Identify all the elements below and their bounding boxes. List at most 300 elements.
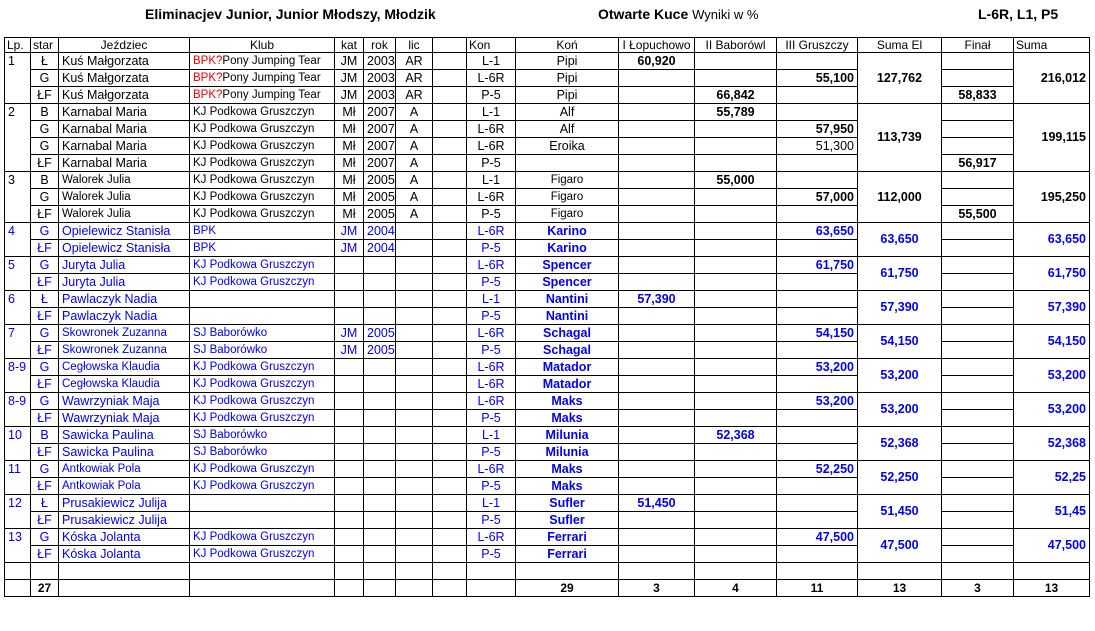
cell-lp (5, 206, 31, 223)
cell-kat: Mł (335, 189, 364, 206)
cell-final: 56,917 (942, 155, 1014, 172)
club-name: KJ Podkowa Gruszczyn (193, 258, 315, 271)
cell-round2 (695, 529, 777, 546)
cell-kat (335, 461, 364, 478)
cell-suma-el: 127,762 (858, 53, 942, 104)
cell-suma-el: 54,150 (858, 325, 942, 359)
cell-lic: A (396, 104, 433, 121)
cell-suma: 216,012 (1014, 53, 1090, 104)
cell-final (942, 308, 1014, 325)
cell-suma-el: 113,739 (858, 104, 942, 172)
cell-round1 (619, 274, 695, 291)
cell-empty (695, 563, 777, 580)
cell-lp (5, 376, 31, 393)
cell-empty (59, 580, 190, 597)
cell-round2 (695, 393, 777, 410)
club-name: KJ Podkowa Gruszczyn (193, 530, 315, 543)
cell-club (190, 410, 335, 427)
cell-lp: 12 (5, 495, 31, 512)
cell-rok: 2005 (364, 206, 396, 223)
table-row (5, 359, 1090, 376)
cell-horse: Schagal (516, 342, 619, 359)
cell-lp: 6 (5, 291, 31, 308)
cell-horse: Maks (516, 410, 619, 427)
column-header: Suma (1014, 38, 1090, 53)
cell-final (942, 546, 1014, 563)
cell-empty (433, 529, 467, 546)
cell-horse: Alf (516, 104, 619, 121)
cell-rider: Karnabal Maria (59, 104, 190, 121)
cell-final (942, 478, 1014, 495)
cell-star: ŁF (31, 546, 59, 563)
cell-suma: 47,500 (1014, 529, 1090, 563)
cell-round2 (695, 291, 777, 308)
cell-club (190, 240, 335, 257)
cell-suma: 63,650 (1014, 223, 1090, 257)
cell-horse: Ferrari (516, 546, 619, 563)
club-name: SJ Baborówko (193, 343, 268, 356)
cell-empty (433, 104, 467, 121)
cell-round1: 60,920 (619, 53, 695, 70)
cell-horse: Ferrari (516, 529, 619, 546)
cell-round2 (695, 257, 777, 274)
cell-round3 (777, 376, 858, 393)
cell-rok: 2007 (364, 121, 396, 138)
cell-kat: JM (335, 342, 364, 359)
column-header: Lp. (5, 38, 31, 53)
cell-rider: Juryta Julia (59, 274, 190, 291)
club-name: SJ Baborówko (193, 326, 268, 339)
cell-horse: Nantini (516, 308, 619, 325)
cell-lic: A (396, 206, 433, 223)
cell-empty (467, 580, 516, 597)
cell-rok (364, 257, 396, 274)
club-name: Pony Jumping Tear (222, 71, 321, 84)
table-row (5, 325, 1090, 342)
cell-lic (396, 546, 433, 563)
cell-horse: Maks (516, 393, 619, 410)
cell-round1 (619, 478, 695, 495)
cell-horse: Spencer (516, 257, 619, 274)
subtitle-normal: Wyniki w % (692, 7, 759, 22)
club-name: KJ Podkowa Gruszczyn (193, 547, 315, 560)
cell-club (190, 104, 335, 121)
cell-kon: L-6R (467, 461, 516, 478)
cell-club (190, 342, 335, 359)
cell-lp (5, 410, 31, 427)
column-header: star (31, 38, 59, 53)
cell-empty (433, 240, 467, 257)
cell-kon: L-1 (467, 53, 516, 70)
cell-round1 (619, 121, 695, 138)
cell-empty (433, 342, 467, 359)
cell-lic (396, 342, 433, 359)
cell-lic (396, 512, 433, 529)
cell-horse: Sufler (516, 495, 619, 512)
cell-horse: Milunia (516, 444, 619, 461)
cell-final: 58,833 (942, 87, 1014, 104)
cell-round3: 57,950 (777, 121, 858, 138)
cell-rok (364, 359, 396, 376)
club-name: KJ Podkowa Gruszczyn (193, 190, 315, 203)
cell-round2 (695, 444, 777, 461)
cell-final (942, 427, 1014, 444)
cell-lic: A (396, 172, 433, 189)
cell-kon: L-6R (467, 189, 516, 206)
cell-empty (5, 580, 31, 597)
cell-round2: 55,000 (695, 172, 777, 189)
club-name: KJ Podkowa Gruszczyn (193, 462, 315, 475)
cell-final (942, 529, 1014, 546)
cell-club (190, 359, 335, 376)
cell-kon: L-1 (467, 172, 516, 189)
cell-rok (364, 376, 396, 393)
cell-kat (335, 257, 364, 274)
cell-suma: 54,150 (1014, 325, 1090, 359)
cell-horse: Pipi (516, 70, 619, 87)
cell-rok (364, 512, 396, 529)
cell-final (942, 70, 1014, 87)
cell-round1 (619, 172, 695, 189)
cell-star: ŁF (31, 478, 59, 495)
cell-horse: Pipi (516, 87, 619, 104)
club-name: KJ Podkowa Gruszczyn (193, 122, 315, 135)
cell-lp: 7 (5, 325, 31, 342)
cell-lic: A (396, 189, 433, 206)
cell-rok (364, 291, 396, 308)
cell-club (190, 291, 335, 308)
cell-rider: Kuś Małgorzata (59, 70, 190, 87)
column-header: Finał (942, 38, 1014, 53)
cell-suma-el: 61,750 (858, 257, 942, 291)
cell-lic (396, 325, 433, 342)
cell-horse: Matador (516, 359, 619, 376)
header-row (5, 38, 1090, 53)
cell-rider: Kuś Małgorzata (59, 87, 190, 104)
cell-suma: 195,250 (1014, 172, 1090, 223)
club-name: KJ Podkowa Gruszczyn (193, 360, 315, 373)
cell-rok: 2005 (364, 189, 396, 206)
cell-rok: 2004 (364, 240, 396, 257)
cell-round1 (619, 427, 695, 444)
cell-kon: P-5 (467, 478, 516, 495)
cell-suma-el: 51,450 (858, 495, 942, 529)
table-row (5, 172, 1090, 189)
cell-star: ŁF (31, 206, 59, 223)
cell-empty (433, 427, 467, 444)
cell-lic (396, 308, 433, 325)
table-row (5, 427, 1090, 444)
club-name: KJ Podkowa Gruszczyn (193, 394, 315, 407)
club-name: KJ Podkowa Gruszczyn (193, 479, 315, 492)
cell-round1 (619, 308, 695, 325)
cell-club (190, 495, 335, 512)
cell-rider: Walorek Julia (59, 206, 190, 223)
column-header: kat (335, 38, 364, 53)
cell-lp (5, 342, 31, 359)
cell-final (942, 393, 1014, 410)
page-subtitle (598, 6, 758, 26)
cell-lp (5, 478, 31, 495)
cell-kat: Mł (335, 206, 364, 223)
cell-rider: Juryta Julia (59, 257, 190, 274)
cell-club (190, 478, 335, 495)
cell-kon: L-1 (467, 291, 516, 308)
classes-label: L-6R, L1, P5 (978, 6, 1059, 22)
cell-lp: 11 (5, 461, 31, 478)
cell-kat (335, 546, 364, 563)
cell-final (942, 291, 1014, 308)
cell-round2: 52,368 (695, 427, 777, 444)
cell-rider: Skowronek Zuzanna (59, 342, 190, 359)
column-header: rok (364, 38, 396, 53)
cell-horse (516, 155, 619, 172)
cell-kat (335, 495, 364, 512)
cell-final (942, 342, 1014, 359)
cell-kat (335, 308, 364, 325)
cell-suma-el: 52,250 (858, 461, 942, 495)
cell-club (190, 393, 335, 410)
cell-kon: P-5 (467, 410, 516, 427)
cell-lp: 5 (5, 257, 31, 274)
cell-kat (335, 444, 364, 461)
cell-rok: 2005 (364, 325, 396, 342)
cell-lic: A (396, 138, 433, 155)
totals-row (5, 580, 1090, 597)
table-row (5, 223, 1090, 240)
cell-round1: 57,390 (619, 291, 695, 308)
cell-kon: P-5 (467, 87, 516, 104)
cell-round2 (695, 155, 777, 172)
club-name: Pony Jumping Tear (222, 54, 321, 67)
cell-lic (396, 274, 433, 291)
cell-star: ŁF (31, 444, 59, 461)
cell-lic: AR (396, 70, 433, 87)
cell-suma: 53,200 (1014, 359, 1090, 393)
cell-empty (433, 138, 467, 155)
cell-horse: Spencer (516, 274, 619, 291)
cell-horse: Sufler (516, 512, 619, 529)
cell-lic (396, 444, 433, 461)
cell-suma-el: 57,390 (858, 291, 942, 325)
cell-empty (433, 189, 467, 206)
cell-rider: Antkowiak Pola (59, 478, 190, 495)
cell-round3: 54,150 (777, 325, 858, 342)
cell-empty (433, 546, 467, 563)
table-row (5, 53, 1090, 70)
cell-final (942, 461, 1014, 478)
cell-round2 (695, 359, 777, 376)
cell-star: ŁF (31, 410, 59, 427)
cell-round2 (695, 546, 777, 563)
cell-kat: JM (335, 87, 364, 104)
cell-round2 (695, 223, 777, 240)
cell-club (190, 155, 335, 172)
cell-rok: 2005 (364, 342, 396, 359)
cell-horse: Figaro (516, 189, 619, 206)
cell-lic (396, 240, 433, 257)
cell-rider: Opielewicz Stanisła (59, 240, 190, 257)
club-name: Pony Jumping Tear (222, 88, 321, 101)
cell-lp: 8-9 (5, 359, 31, 376)
cell-empty (433, 70, 467, 87)
cell-round2 (695, 478, 777, 495)
cell-rok (364, 461, 396, 478)
cell-kat: Mł (335, 104, 364, 121)
cell-rok (364, 478, 396, 495)
column-header: lic (396, 38, 433, 53)
cell-empty (433, 325, 467, 342)
column-header: Koń (516, 38, 619, 53)
cell-kat (335, 512, 364, 529)
cell-round3 (777, 478, 858, 495)
cell-round2 (695, 376, 777, 393)
cell-kat (335, 410, 364, 427)
cell-empty (59, 563, 190, 580)
cell-lp (5, 87, 31, 104)
cell-rok (364, 444, 396, 461)
total-r1: 3 (619, 580, 695, 597)
cell-round2 (695, 410, 777, 427)
cell-kon: P-5 (467, 444, 516, 461)
cell-horse: Nantini (516, 291, 619, 308)
cell-kat (335, 427, 364, 444)
cell-final (942, 495, 1014, 512)
cell-horse: Maks (516, 478, 619, 495)
cell-kon: L-6R (467, 257, 516, 274)
table-row (5, 529, 1090, 546)
cell-rider: Sawicka Paulina (59, 444, 190, 461)
cell-kon: L-6R (467, 393, 516, 410)
cell-empty (433, 563, 467, 580)
cell-round3 (777, 512, 858, 529)
cell-rider: Cegłowska Klaudia (59, 376, 190, 393)
cell-round3: 57,000 (777, 189, 858, 206)
cell-final (942, 172, 1014, 189)
cell-suma: 52,368 (1014, 427, 1090, 461)
subtitle-bold: Otwarte Kuce (598, 6, 689, 22)
cell-kon: L-6R (467, 529, 516, 546)
cell-round1 (619, 376, 695, 393)
cell-empty (396, 580, 433, 597)
cell-round3 (777, 240, 858, 257)
cell-kon: L-6R (467, 121, 516, 138)
club-name: KJ Podkowa Gruszczyn (193, 156, 315, 169)
cell-rok: 2003 (364, 87, 396, 104)
cell-star: Ł (31, 53, 59, 70)
cell-lic (396, 478, 433, 495)
cell-club (190, 87, 335, 104)
cell-lp (5, 546, 31, 563)
cell-empty (335, 580, 364, 597)
cell-empty (433, 257, 467, 274)
cell-star: G (31, 257, 59, 274)
results-table (4, 37, 1090, 597)
cell-final (942, 121, 1014, 138)
cell-suma: 52,25 (1014, 461, 1090, 495)
club-name: KJ Podkowa Gruszczyn (193, 139, 315, 152)
cell-kat (335, 478, 364, 495)
cell-club (190, 376, 335, 393)
cell-round1 (619, 223, 695, 240)
cell-star: G (31, 393, 59, 410)
cell-star: Ł (31, 495, 59, 512)
cell-empty (433, 53, 467, 70)
cell-lic (396, 495, 433, 512)
cell-rider: Karnabal Maria (59, 155, 190, 172)
club-name: KJ Podkowa Gruszczyn (193, 207, 315, 220)
cell-round1 (619, 461, 695, 478)
cell-round1 (619, 325, 695, 342)
cell-lp (5, 70, 31, 87)
table-row (5, 291, 1090, 308)
cell-lic (396, 376, 433, 393)
cell-lp (5, 138, 31, 155)
cell-lic (396, 461, 433, 478)
club-name: SJ Baborówko (193, 428, 268, 441)
cell-club (190, 138, 335, 155)
cell-star: G (31, 325, 59, 342)
cell-rok: 2007 (364, 155, 396, 172)
cell-rok (364, 393, 396, 410)
cell-empty (190, 563, 335, 580)
cell-lic: AR (396, 53, 433, 70)
cell-empty (433, 444, 467, 461)
column-header: Jeździec (59, 38, 190, 53)
cell-round1 (619, 444, 695, 461)
club-flag: BPK? (193, 88, 223, 101)
cell-empty (433, 206, 467, 223)
cell-round3: 55,100 (777, 70, 858, 87)
cell-round3: 51,300 (777, 138, 858, 155)
cell-kon: P-5 (467, 308, 516, 325)
cell-final: 55,500 (942, 206, 1014, 223)
cell-empty (433, 223, 467, 240)
cell-round2 (695, 189, 777, 206)
cell-kon: L-1 (467, 104, 516, 121)
cell-suma-el: 53,200 (858, 359, 942, 393)
cell-rider: Wawrzyniak Maja (59, 393, 190, 410)
cell-star: B (31, 104, 59, 121)
cell-empty (396, 563, 433, 580)
cell-star: Ł (31, 291, 59, 308)
cell-lic (396, 359, 433, 376)
cell-rok (364, 274, 396, 291)
cell-suma: 199,115 (1014, 104, 1090, 172)
cell-round3: 63,650 (777, 223, 858, 240)
cell-rok: 2003 (364, 70, 396, 87)
cell-round2 (695, 495, 777, 512)
cell-kat: JM (335, 223, 364, 240)
cell-kat (335, 359, 364, 376)
cell-round3: 47,500 (777, 529, 858, 546)
cell-lp: 2 (5, 104, 31, 121)
club-name: KJ Podkowa Gruszczyn (193, 173, 315, 186)
total-suma_el: 13 (858, 580, 942, 597)
cell-rok (364, 546, 396, 563)
cell-round2 (695, 206, 777, 223)
cell-kon: L-6R (467, 223, 516, 240)
cell-round1 (619, 410, 695, 427)
cell-lp (5, 240, 31, 257)
cell-rider: Sawicka Paulina (59, 427, 190, 444)
table-row (5, 461, 1090, 478)
cell-round3 (777, 206, 858, 223)
cell-empty (433, 495, 467, 512)
cell-suma: 57,390 (1014, 291, 1090, 325)
cell-empty (433, 172, 467, 189)
cell-lic: A (396, 121, 433, 138)
